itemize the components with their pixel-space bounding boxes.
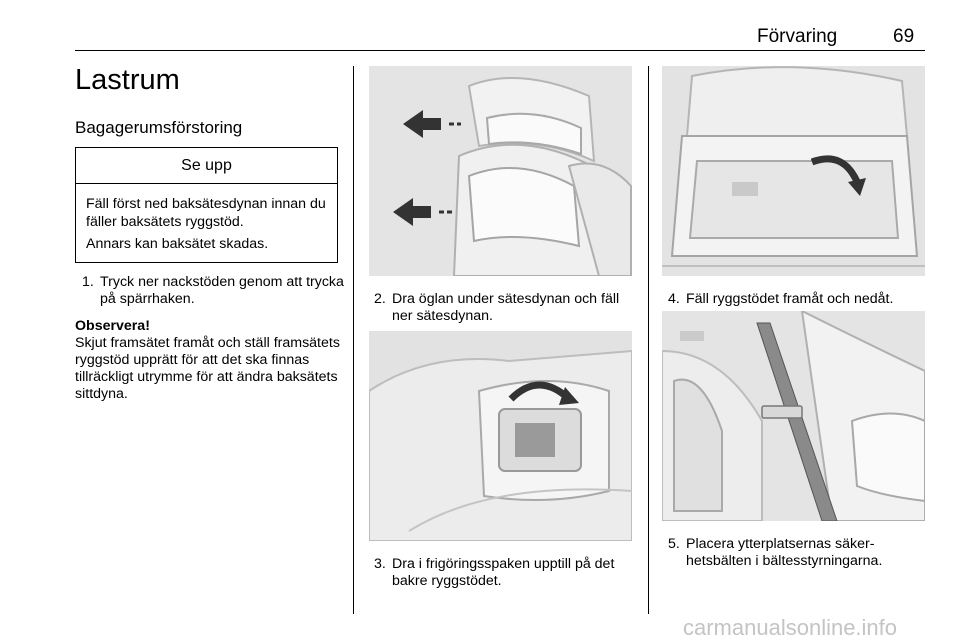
step-number: 4.	[668, 291, 680, 307]
step-text: Dra i frigöringsspaken upptill på det bakre ryggstödet.	[392, 556, 615, 589]
running-header-title: Förvaring	[757, 26, 838, 47]
page-number: 69	[893, 26, 915, 47]
step-5	[668, 536, 930, 570]
step-2	[374, 291, 636, 325]
subsection-heading: Bagagerumsförstoring	[75, 118, 243, 137]
step-number: 3.	[374, 556, 386, 572]
caution-consequence: Annars kan baksätet skadas.	[86, 236, 269, 252]
step-text: Dra öglan under sätesdynan och fäll ner sätesdynan.	[392, 291, 620, 324]
caution-title: Se upp	[76, 148, 337, 184]
step-number: 5.	[668, 536, 680, 552]
figure-headrest	[369, 66, 632, 276]
figure-fold-backrest	[662, 66, 925, 276]
step-number: 1.	[82, 274, 94, 290]
headrest-illustration	[369, 66, 632, 276]
caution-text: Fäll först ned baksätesdynan innan du fäller baksätets ryggstöd.	[86, 196, 326, 230]
caution-box	[75, 147, 338, 263]
step-1	[82, 274, 344, 308]
step-text: Placera ytterplatsernas säkerhetsbälten i bältesstyrningarna.	[686, 536, 883, 569]
step-text: Fäll ryggstödet framåt och nedåt.	[686, 291, 894, 307]
step-number: 2.	[374, 291, 386, 307]
note-title: Observera!	[75, 318, 150, 334]
release-lever-illustration	[369, 331, 632, 541]
section-heading: Lastrum	[75, 64, 180, 96]
note-text: Skjut framsätet framåt och ställ framsätets ryggstöd upprätt för att det ska finnas tillräckligt utrymme för att ändra baksätets sittdyna.	[75, 335, 340, 402]
column-divider-left	[353, 66, 354, 614]
watermark: carmanualsonline.info	[683, 615, 898, 640]
column-divider-right	[648, 66, 649, 614]
seatbelt-guide-illustration	[662, 311, 925, 521]
figure-seatbelt-guide	[662, 311, 925, 521]
step-3	[374, 556, 636, 590]
figure-release-lever	[369, 331, 632, 541]
step-4	[668, 291, 930, 308]
step-text: Tryck ner nackstöden genom att trycka på spärrhaken.	[100, 274, 344, 307]
fold-backrest-illustration	[662, 66, 925, 276]
header-rule	[75, 50, 925, 51]
